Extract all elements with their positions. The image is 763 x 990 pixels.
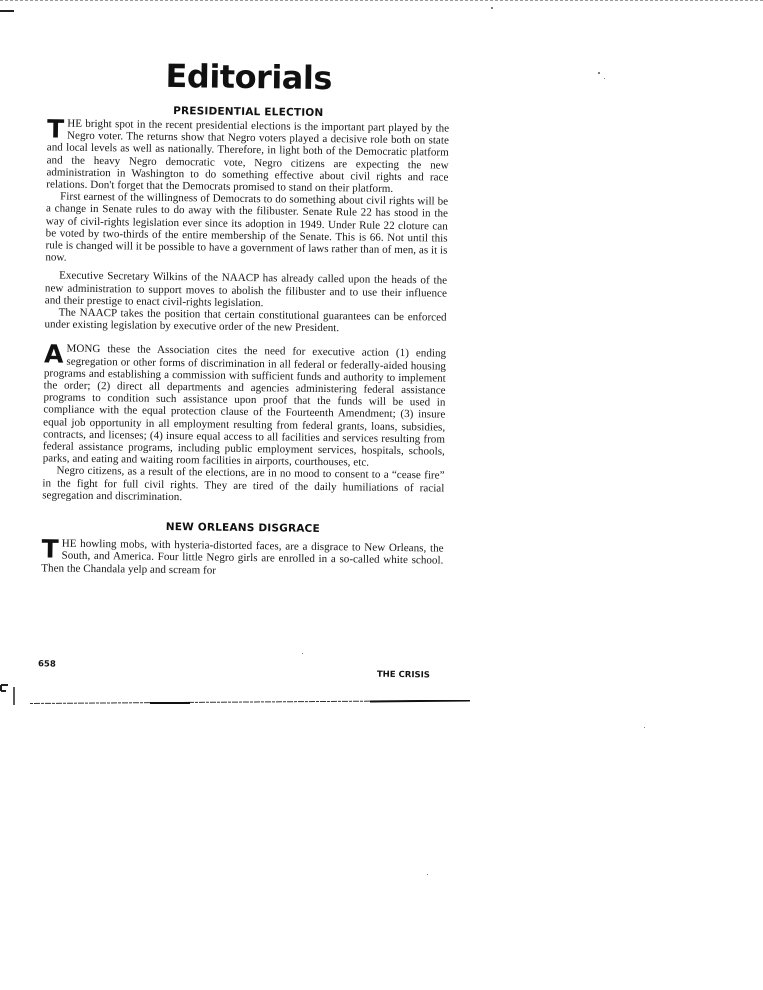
drop-cap: T bbox=[41, 534, 59, 564]
paragraph: Negro citizens, as a result of the elections, are in no mood to consent to a “cease fire” in the fight for full civil rights. They are tired of the daily humiliations of racial segregation and discrimination. bbox=[42, 465, 445, 504]
paragraph bbox=[41, 534, 444, 579]
scan-speck bbox=[491, 7, 493, 9]
paragraph bbox=[42, 339, 447, 470]
section-heading-new-orleans-disgrace: NEW ORLEANS DISGRACE bbox=[165, 521, 320, 536]
scan-edge-bracket bbox=[0, 683, 16, 707]
page-title: Editorials bbox=[165, 56, 333, 98]
scan-mark-top-left bbox=[0, 10, 14, 12]
paragraph: Executive Secretary Wilkins of the NAACP has already called upon the heads of the new administration to support moves to abolish the filibuster and to use their influence and their prestige to enact civil-rights legislation. bbox=[44, 269, 448, 310]
drop-cap: A bbox=[43, 339, 64, 370]
paragraph: First earnest of the willingness of Democrats to do something about civil rights will be a change in Senate rules to do away with the filibuster. Senate Rule 22 has stood in the way of civil-rights legislation ever since its adoption in 1949. Under Rule 22 cloture can be voted by two-thirds of the entire membership of the Senate. This is 66. Not until this rule is changed will it be possible to have a government of laws rather than of men, as it is now. bbox=[45, 190, 449, 264]
page-footer bbox=[37, 659, 442, 681]
section-heading-presidential-election: PRESIDENTIAL ELECTION bbox=[173, 105, 324, 119]
scan-edge-top bbox=[0, 0, 763, 5]
scan-speck bbox=[427, 874, 428, 875]
paragraph bbox=[46, 114, 450, 195]
paragraph-text: HE howling mobs, with hysteria-distorted faces, are a disgrace to New Orleans, the South, and America. Four little Negro girls are enrolled in a so-called white school. Then the Chandala yelp and scream for bbox=[41, 537, 444, 577]
page-number: 658 bbox=[37, 659, 56, 670]
paragraph-text: HE bright spot in the recent presidential elections is the important part played by the Negro voter. The returns show that Negro voters played a decisive role both on state and local levels as well as nationally. Therefore, in light both of the Democratic platform and the heavy Negro democratic vote, Negro citizens are expecting the new administration in Washington to do something effective about civil rights and race relations. Don't forget that the Democrats promised to stand on their platform. bbox=[46, 117, 450, 195]
scan-shadow-line bbox=[30, 700, 470, 706]
scan-speck bbox=[598, 72, 600, 74]
paragraph: The NAACP takes the position that certain constitutional guarantees can be enforced under existing legislation by executive order of the new President. bbox=[44, 306, 447, 335]
editorial-page bbox=[39, 55, 450, 720]
magazine-name: THE CRISIS bbox=[376, 669, 430, 681]
paragraph-text: MONG these the Association cites the need for executive action (1) ending segregation or other forms of discrimination in all federal or federally-aided housing programs and establishing a commission with sufficient funds and authority to implement the order; (2) direct all departments and agencies administering federal assistance programs to condition such assistance upon proof that the funds will be used in compliance with the equal protection clause of the Fourteenth Amendment; (3) insure equal job opportunity in all employment resulting from federal grants, loans, subsidies, contracts, and licenses; (4) insure equal access to all facilities and services resulting from federal assistance programs, including public employment services, hospitals, schools, parks, and eating and waiting room facilities in airports, courthouses, etc. bbox=[42, 343, 447, 469]
drop-cap: T bbox=[46, 114, 65, 144]
scan-speck bbox=[604, 78, 605, 79]
scan-speck bbox=[644, 727, 645, 728]
